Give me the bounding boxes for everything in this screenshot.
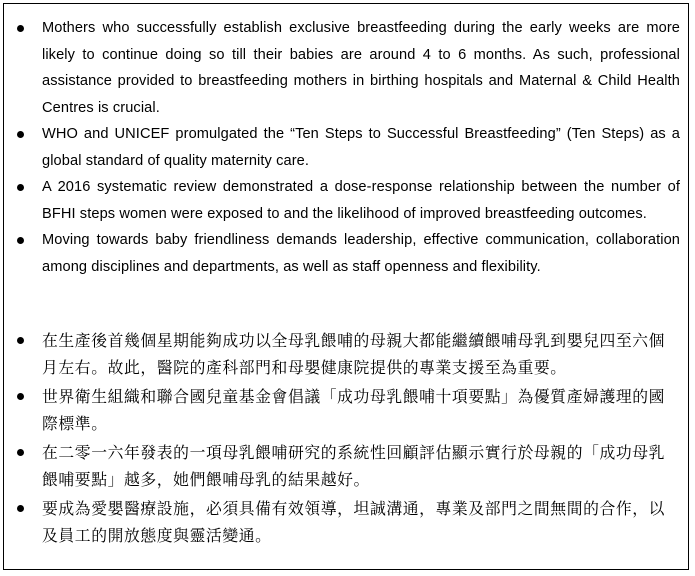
list-item — [4, 495, 688, 549]
list-item — [4, 383, 688, 437]
english-bullet-list — [4, 15, 688, 280]
list-item — [4, 327, 688, 381]
bullet-icon — [17, 393, 24, 400]
bullet-icon — [17, 25, 24, 32]
list-item — [4, 121, 688, 174]
list-item-text: A 2016 systematic review demonstrated a dose-response relationship between the number of BFHI steps women were exposed to and the likelihood of improved breastfeeding outcomes. — [42, 179, 680, 222]
list-item — [4, 227, 688, 280]
bullet-icon — [17, 131, 24, 138]
list-item — [4, 439, 688, 493]
list-item-text: Mothers who successfully establish exclusive breastfeeding during the early weeks are more likely to continue doing so till their babies are around 4 to 6 months. As such, professional assistance provided to breastfeeding mothers in birthing hospitals and Maternal & Child Health Centres is crucial. — [42, 20, 680, 116]
bullet-icon — [17, 237, 24, 244]
bullet-icon — [17, 505, 24, 512]
bullet-icon — [17, 449, 24, 456]
text-box — [3, 3, 689, 570]
bullet-icon — [17, 337, 24, 344]
list-item-text: Moving towards baby friendliness demands leadership, effective communication, collaboration among disciplines and departments, as well as staff openness and flexibility. — [42, 232, 680, 275]
chinese-bullet-list — [4, 327, 688, 551]
list-item-text: 世界衛生組織和聯合國兒童基金會倡議「成功母乳餵哺十項要點」為優質產婦護理的國際標準。 — [42, 387, 666, 433]
list-item-text: WHO and UNICEF promulgated the “Ten Steps to Successful Breastfeeding” (Ten Steps) as a global standard of quality maternity care. — [42, 126, 680, 169]
list-item-text: 在生產後首幾個星期能夠成功以全母乳餵哺的母親大都能繼續餵哺母乳到嬰兒四至六個月左右。故此，醫院的產科部門和母嬰健康院提供的專業支援至為重要。 — [42, 331, 666, 377]
list-item-text: 在二零一六年發表的一項母乳餵哺研究的系統性回顧評估顯示實行於母親的「成功母乳餵哺要點」越多，她們餵哺母乳的結果越好。 — [42, 443, 666, 489]
list-item-text: 要成為愛嬰醫療設施，必須具備有效領導，坦誠溝通，專業及部門之間無間的合作，以及員工的開放態度與靈活變通。 — [42, 499, 666, 545]
list-item — [4, 174, 688, 227]
bullet-icon — [17, 184, 24, 191]
list-item — [4, 15, 688, 121]
